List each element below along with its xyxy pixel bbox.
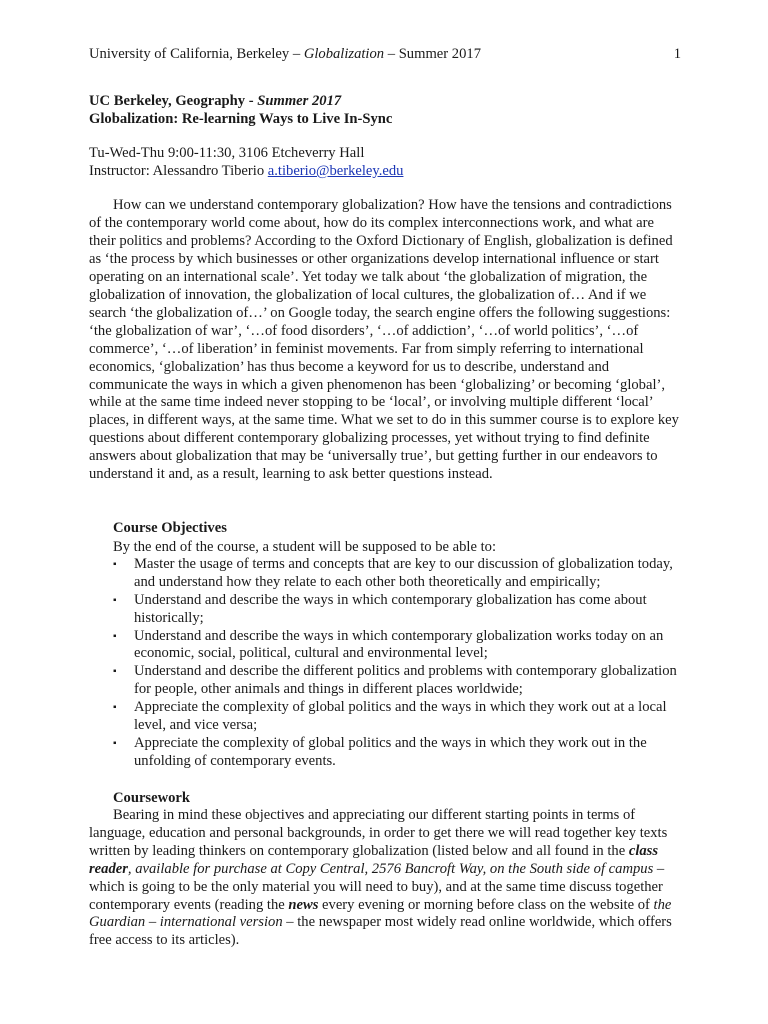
course-title-line1 [89, 92, 689, 110]
instructor-email-link[interactable]: a.tiberio@berkeley.edu [267, 163, 404, 179]
objective-item [113, 663, 683, 699]
objective-item [113, 699, 683, 735]
term-label: Summer 2017 [257, 93, 342, 109]
objective-text: Appreciate the complexity of global politics and the ways in which they work out in the unfolding of contemporary events. [134, 734, 647, 769]
header-course-title: Globalization [303, 46, 385, 62]
instructor-line [89, 162, 689, 180]
objective-text: Appreciate the complexity of global politics and the ways in which they work out at a local level, and vice versa; [134, 699, 667, 734]
objective-text: Understand and describe the different politics and problems with contemporary globalization for people, other animals and things in different places worldwide; [134, 663, 677, 698]
department-label: UC Berkeley, Geography - [89, 93, 254, 109]
objective-item [113, 628, 683, 664]
coursework-text-3: every evening or morning before class on the website of [318, 896, 650, 913]
page-header [89, 45, 681, 63]
objective-item [113, 735, 683, 771]
bullet-icon: ▪ [113, 558, 117, 570]
objective-text: Understand and describe the ways in which contemporary globalization works today on an economic, social, political, cultural and environmental level; [134, 627, 664, 662]
course-objectives-section [113, 520, 683, 771]
class-reader-term: class reader [89, 842, 659, 877]
schedule-line: Tu-Wed-Thu 9:00-11:30, 3106 Etcheverry Hall [89, 145, 365, 161]
coursework-text-4: – the newspaper most widely read online worldwide, which offers free access to its articles). [89, 914, 672, 949]
bullet-icon: ▪ [113, 702, 117, 714]
objective-text: Master the usage of terms and concepts that are key to our discussion of globalization today, and understand how they relate to each other both theoretically and empirically; [134, 555, 673, 590]
intro-paragraph: How can we understand contemporary globalization? How have the tensions and contradictions of the contemporary world come about, how do its complex interconnections work, and what are their politics and problems? According to the Oxford Dictionary of English, globalization is defined as ‘the process by which businesses or other organizations develop international influence or start operating on an international scale’. Yet today we talk about ‘the globalization of migration, the globalization of innovation, the globalization of local cultures, the globalization of… And if we search ‘the globalization of…’ on Google today, the search engine offers the following suggestions: ‘the globalization of war’, ‘…of food disorders’, ‘…of addiction’, ‘…of world politics’, ‘…of commerce’, ‘…of liberation’ in feminist movements. Far from simply referring to international economics, ‘globalization’ has thus become a keyword for us to describe, understand and communicate the ways in which a given phenomenon has been ‘globalizing’ or becoming ‘global’, while at the same time indeed never stopping to be ‘local’, or involving multiple different ‘local’ places, in different ways, at the same time. What we set to do in this summer course is to explore key questions about different contemporary globalizing processes, yet without trying to find definite answers about globalization that may be ‘universally true’, but getting further in our endeavors to understand it and, as a result, learning to ask better questions instead. [89, 197, 679, 483]
objective-item [113, 556, 683, 592]
coursework-paragraph [89, 807, 683, 950]
course-title-block [89, 92, 689, 128]
news-term: news [288, 896, 319, 913]
page-number: 1 [673, 46, 681, 62]
coursework-section [89, 789, 683, 950]
objectives-list [113, 556, 683, 771]
course-meta [89, 144, 689, 180]
coursework-heading: Coursework [113, 790, 191, 806]
objective-item [113, 592, 683, 628]
bullet-icon: ▪ [113, 737, 117, 749]
header-prefix: University of California, Berkeley – [89, 46, 301, 62]
course-title: Globalization: Re-learning Ways to Live In-Sync [89, 111, 393, 127]
objective-text: Understand and describe the ways in which contemporary globalization has come about historically; [134, 591, 647, 626]
coursework-text-1: Bearing in mind these objectives and appreciating our different starting points in terms of language, education and personal backgrounds, in order to get there we will read together key texts written by leading thinkers on contemporary globalization (listed below and all found in the [89, 807, 668, 859]
objectives-heading: Course Objectives [113, 520, 227, 536]
guardian-reference: the Guardian – international version [89, 896, 672, 931]
objectives-lead: By the end of the course, a student will be supposed to be able to: [113, 538, 497, 555]
coursework-text-2: – which is going to be the only material you will need to buy), and at the same time discuss together contemporary events (reading the [89, 860, 665, 913]
bullet-icon: ▪ [113, 630, 117, 642]
bullet-icon: ▪ [113, 594, 117, 606]
instructor-label: Instructor: Alessandro Tiberio [89, 163, 265, 179]
reader-location: , available for purchase at Copy Central, 2576 Bancroft Way, on the South side of campus [127, 860, 654, 877]
bullet-icon: ▪ [113, 666, 117, 678]
header-suffix: – Summer 2017 [387, 46, 481, 62]
